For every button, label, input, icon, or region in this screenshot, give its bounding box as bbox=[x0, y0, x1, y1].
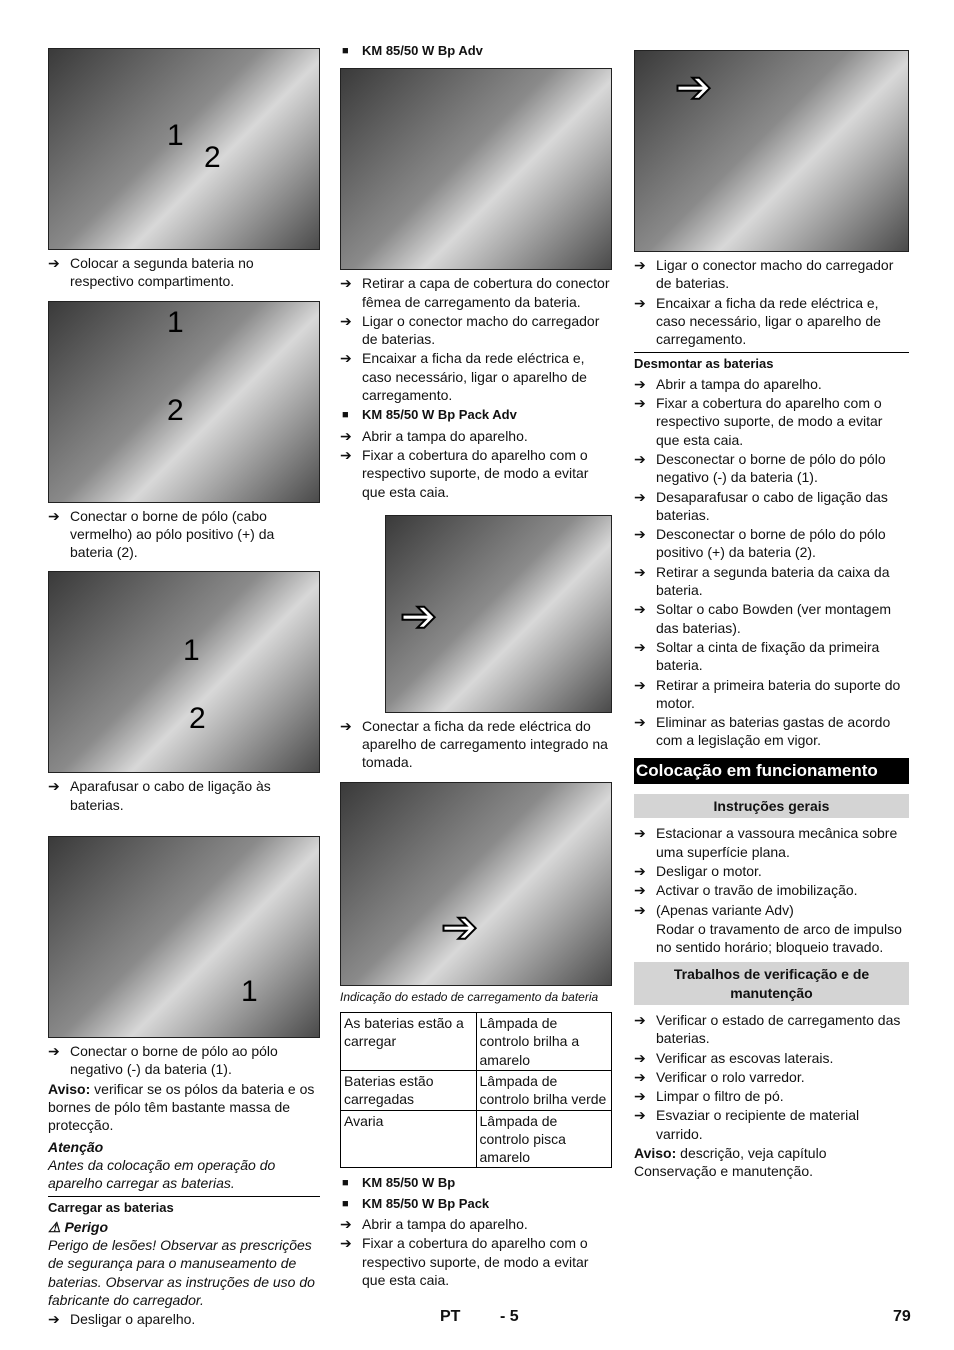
step-text: Fixar a cobertura do aparelho com o respectivo suporte, de modo a evitar que esta caia. bbox=[656, 395, 883, 448]
step-text: Fixar a cobertura do aparelho com o respectivo suporte, de modo a evitar que esta caia. bbox=[362, 1235, 589, 1288]
step bbox=[634, 600, 909, 637]
arrow-icon: ➔ bbox=[340, 427, 352, 444]
arrow-icon: ➔ bbox=[340, 446, 352, 463]
arrow-icon: ➔ bbox=[340, 1235, 352, 1252]
arrow-icon: ➔ bbox=[340, 275, 352, 292]
step bbox=[340, 1234, 612, 1289]
step bbox=[340, 1215, 612, 1233]
lamp-cell: Lâmpada de controlo brilha verde bbox=[476, 1070, 612, 1110]
step-text: Soltar a cinta de fixação da primeira bateria. bbox=[656, 638, 880, 674]
step-text: Esvaziar o recipiente de material varrido. bbox=[656, 1107, 860, 1142]
step-text: Conectar o borne de pólo ao pólo negativo (-) da bateria (1). bbox=[70, 1043, 278, 1078]
step bbox=[634, 1011, 909, 1048]
arrow-icon: ➔ bbox=[48, 1311, 60, 1328]
step-text: Retirar a capa de cobertura do conector fêmea de carregamento da bateria. bbox=[362, 275, 610, 310]
step-text: Desaparafusar o cabo de ligação das baterias. bbox=[656, 488, 888, 523]
step-text: Activar o travão de imobilização. bbox=[656, 882, 858, 899]
arrow-icon: ➔ bbox=[634, 375, 646, 392]
photo-caption: Indicação do estado de carregamento da bateria bbox=[340, 989, 599, 1004]
step bbox=[48, 507, 320, 562]
subsection-heading: Trabalhos de verificação e de manutenção bbox=[634, 962, 909, 1005]
danger-label: Perigo bbox=[64, 1218, 109, 1235]
step bbox=[634, 824, 909, 861]
step bbox=[340, 717, 612, 772]
arrow-icon: ➔ bbox=[634, 563, 646, 580]
divider bbox=[48, 1196, 320, 1197]
label-1: 1 bbox=[241, 975, 258, 1009]
arrow-icon: ➔ bbox=[634, 1107, 646, 1124]
step bbox=[340, 274, 612, 311]
charger-plug-photo bbox=[634, 50, 909, 252]
step-text: Desconectar o borne de pólo do pólo negativo (-) da bateria (1). bbox=[656, 450, 886, 486]
column-3 bbox=[634, 40, 909, 1181]
battery-photo-1 bbox=[48, 48, 320, 250]
step bbox=[340, 446, 612, 501]
step bbox=[634, 1049, 909, 1067]
step bbox=[634, 256, 909, 293]
charge-status-table bbox=[340, 1012, 612, 1168]
arrow-icon: ➔ bbox=[340, 312, 352, 329]
step bbox=[634, 1106, 909, 1143]
step bbox=[634, 294, 909, 349]
section-heading: Carregar as baterias bbox=[48, 1200, 174, 1216]
danger-text: Perigo de lesões! Observar as prescrições de segurança para o manuseamento de baterias. Observar as instruções de uso do fabricante do carregador. bbox=[48, 1237, 315, 1308]
table-row bbox=[341, 1070, 612, 1110]
step-text: Desligar o motor. bbox=[656, 862, 762, 879]
arrow-icon: ➔ bbox=[634, 1088, 646, 1105]
label-2: 2 bbox=[204, 141, 221, 174]
step-text: Ligar o conector macho do carregador de baterias. bbox=[656, 257, 894, 292]
step-text: Verificar o estado de carregamento das baterias. bbox=[656, 1011, 901, 1047]
language-code: PT bbox=[440, 1308, 461, 1325]
notice-label: Aviso: bbox=[634, 1145, 677, 1162]
lamp-cell: Lâmpada de controlo pisca amarelo bbox=[476, 1110, 612, 1168]
arrow-icon: ➔ bbox=[634, 488, 646, 505]
model-name: KM 85/50 W Bp Adv bbox=[362, 43, 483, 58]
table-row bbox=[341, 1110, 612, 1168]
step-text: Conectar o borne de pólo (cabo vermelho) ao pólo positivo (+) da bateria (2). bbox=[70, 507, 275, 561]
step-text: Retirar a primeira bateria do suporte do motor. bbox=[656, 676, 901, 711]
lamp-cell: Lâmpada de controlo brilha a amarelo bbox=[476, 1013, 612, 1071]
pointer-arrow-icon: ➔ bbox=[675, 63, 712, 112]
arrow-icon: ➔ bbox=[340, 717, 352, 734]
step bbox=[340, 427, 612, 445]
notice bbox=[48, 1080, 320, 1135]
step bbox=[634, 1068, 909, 1086]
label-2: 2 bbox=[167, 393, 184, 427]
arrow-icon: ➔ bbox=[48, 255, 60, 271]
step-text: Abrir a tampa do aparelho. bbox=[362, 1216, 528, 1233]
arrow-icon: ➔ bbox=[634, 638, 646, 655]
arrow-icon: ➔ bbox=[634, 1068, 646, 1085]
integrated-charger-photo bbox=[385, 515, 612, 713]
arrow-icon: ➔ bbox=[634, 450, 646, 467]
step bbox=[634, 676, 909, 713]
column-2 bbox=[340, 40, 612, 1290]
step-detail: Rodar o travamento de arco de impulso no sentido horário; bloqueio travado. bbox=[656, 920, 902, 956]
notice-label: Aviso: bbox=[48, 1080, 91, 1097]
step bbox=[634, 862, 909, 880]
step-text: Colocar a segunda bateria no respectivo compartimento. bbox=[70, 255, 254, 290]
pointer-arrow-icon: ➔ bbox=[441, 902, 478, 952]
label-1: 1 bbox=[167, 119, 184, 152]
arrow-icon: ➔ bbox=[634, 714, 646, 731]
step bbox=[48, 777, 320, 814]
model-name: KM 85/50 W Bp bbox=[362, 1175, 456, 1191]
step bbox=[634, 450, 909, 487]
step bbox=[634, 901, 909, 919]
battery-photo-4 bbox=[48, 836, 320, 1038]
arrow-icon: ➔ bbox=[48, 507, 60, 524]
step bbox=[48, 254, 320, 291]
table-row bbox=[341, 1013, 612, 1071]
arrow-icon: ➔ bbox=[634, 882, 646, 899]
step bbox=[340, 349, 612, 404]
step-text: Limpar o filtro de pó. bbox=[656, 1088, 784, 1105]
step bbox=[634, 1087, 909, 1105]
step-text: Soltar o cabo Bowden (ver montagem das baterias). bbox=[656, 601, 892, 636]
notice-text: descrição, veja capítulo Conservação e manutenção. bbox=[634, 1145, 827, 1180]
charge-indicator-photo bbox=[340, 782, 612, 986]
model-heading bbox=[340, 1195, 612, 1213]
status-cell: Avaria bbox=[341, 1110, 477, 1168]
step-text: Fixar a cobertura do aparelho com o respectivo suporte, de modo a evitar que esta caia. bbox=[362, 446, 589, 500]
step-text: Verificar o rolo varredor. bbox=[656, 1068, 805, 1085]
arrow-icon: ➔ bbox=[340, 350, 352, 367]
step bbox=[634, 881, 909, 899]
section-page-number: - 5 bbox=[500, 1308, 519, 1325]
subsection-heading: Instruções gerais bbox=[634, 794, 909, 818]
step bbox=[48, 1042, 320, 1079]
square-bullet-icon: ■ bbox=[342, 409, 349, 422]
label-2: 2 bbox=[189, 702, 206, 736]
model-heading bbox=[340, 406, 612, 424]
step bbox=[634, 638, 909, 675]
step bbox=[634, 525, 909, 562]
square-bullet-icon: ■ bbox=[342, 1177, 349, 1190]
caution-text: Antes da colocação em operação do aparelho carregar as baterias. bbox=[48, 1156, 276, 1192]
step-text: Abrir a tampa do aparelho. bbox=[362, 427, 528, 444]
page-number: 79 bbox=[893, 1308, 911, 1325]
step-text: Aparafusar o cabo de ligação às baterias. bbox=[70, 778, 271, 813]
notice bbox=[634, 1144, 909, 1181]
step-text: Encaixar a ficha da rede eléctrica e, caso necessário, ligar o aparelho de carregamento. bbox=[656, 294, 881, 348]
step bbox=[634, 713, 909, 750]
square-bullet-icon: ■ bbox=[342, 1197, 349, 1210]
step-text: Desligar o aparelho. bbox=[70, 1311, 196, 1328]
arrow-icon: ➔ bbox=[634, 257, 646, 273]
step-text: Verificar as escovas laterais. bbox=[656, 1049, 834, 1066]
arrow-icon: ➔ bbox=[634, 862, 646, 879]
arrow-icon: ➔ bbox=[634, 825, 646, 842]
section-heading: Desmontar as baterias bbox=[634, 356, 774, 372]
caution-label: Atenção bbox=[48, 1138, 104, 1155]
chapter-heading: Colocação em funcionamento bbox=[634, 758, 909, 784]
arrow-icon: ➔ bbox=[340, 1216, 352, 1233]
notice-text: verificar se os pólos da bateria e os bornes de pólo têm bastante massa de protecção. bbox=[48, 1080, 315, 1134]
step-text: Conectar a ficha da rede eléctrica do aparelho de carregamento integrado na tomada. bbox=[362, 717, 608, 771]
step bbox=[48, 1310, 320, 1328]
step bbox=[634, 375, 909, 393]
step bbox=[634, 488, 909, 525]
warning-icon: ⚠ bbox=[48, 1218, 61, 1235]
step-text: Eliminar as baterias gastas de acordo com a legislação em vigor. bbox=[656, 714, 891, 749]
square-bullet-icon: ■ bbox=[342, 45, 349, 57]
label-1: 1 bbox=[167, 305, 184, 339]
divider bbox=[634, 352, 909, 353]
status-cell: As baterias estão a carregar bbox=[341, 1013, 477, 1071]
arrow-icon: ➔ bbox=[48, 778, 60, 795]
step bbox=[340, 312, 612, 349]
status-cell: Baterias estão carregadas bbox=[341, 1070, 477, 1110]
step bbox=[634, 394, 909, 449]
step-text: Abrir a tampa do aparelho. bbox=[656, 375, 822, 392]
arrow-icon: ➔ bbox=[634, 1011, 646, 1028]
column-1 bbox=[48, 40, 320, 1330]
battery-photo-3 bbox=[48, 571, 320, 773]
step bbox=[634, 563, 909, 600]
arrow-icon: ➔ bbox=[634, 676, 646, 693]
arrow-icon: ➔ bbox=[634, 601, 646, 618]
arrow-icon: ➔ bbox=[48, 1043, 60, 1060]
step-text: Estacionar a vassoura mecânica sobre uma superfície plana. bbox=[656, 825, 898, 860]
step-text: Encaixar a ficha da rede eléctrica e, caso necessário, ligar o aparelho de carregamento. bbox=[362, 350, 587, 404]
arrow-icon: ➔ bbox=[634, 901, 646, 918]
model-heading bbox=[340, 1174, 612, 1192]
step-text: Desconectar o borne de pólo do pólo positivo (+) da bateria (2). bbox=[656, 526, 886, 561]
model-heading bbox=[340, 42, 612, 60]
arrow-icon: ➔ bbox=[634, 1049, 646, 1066]
arrow-icon: ➔ bbox=[634, 395, 646, 412]
model-name: KM 85/50 W Bp Pack Adv bbox=[362, 407, 517, 423]
battery-photo-2 bbox=[48, 301, 320, 503]
step-text: Retirar a segunda bateria da caixa da bateria. bbox=[656, 563, 890, 599]
step-text: (Apenas variante Adv) bbox=[656, 901, 794, 918]
charger-connector-photo bbox=[340, 68, 612, 270]
arrow-icon: ➔ bbox=[634, 294, 646, 311]
model-name: KM 85/50 W Bp Pack bbox=[362, 1195, 490, 1211]
arrow-icon: ➔ bbox=[634, 526, 646, 543]
step-text: Ligar o conector macho do carregador de baterias. bbox=[362, 312, 600, 348]
pointer-arrow-icon: ➔ bbox=[400, 591, 437, 641]
label-1: 1 bbox=[183, 634, 200, 668]
